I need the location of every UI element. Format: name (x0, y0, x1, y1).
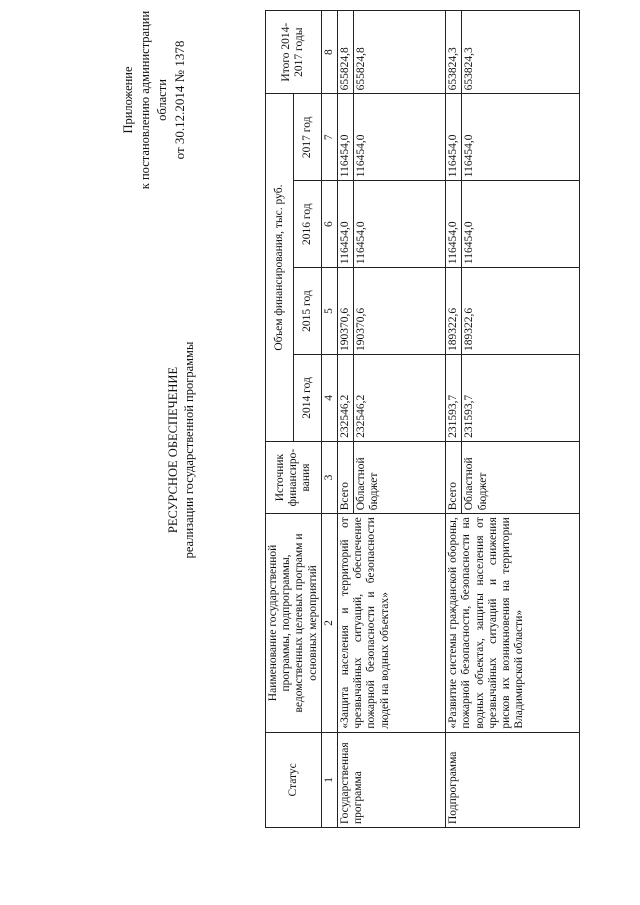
value-total: 655824,8 (354, 11, 446, 94)
row-source: Всего (338, 441, 354, 513)
header-year-2014: 2014 год (293, 354, 321, 441)
annex-number: 1378 (172, 40, 187, 67)
value-2016: 116454,0 (446, 181, 462, 268)
value-total: 653824,3 (462, 11, 580, 94)
value-2015: 189322,6 (446, 268, 462, 355)
value-2017: 116454,0 (354, 94, 446, 181)
annex-number-sign: № (172, 69, 187, 83)
col-number: 2 (321, 514, 337, 732)
value-2014: 231593,7 (446, 354, 462, 441)
value-2014: 231593,7 (462, 354, 580, 441)
document-title (165, 235, 197, 665)
value-2016: 116454,0 (354, 181, 446, 268)
annex-region-line: области (155, 79, 169, 121)
row-status: Подпрограмма (446, 732, 580, 827)
header-name: Наименование государственной программы, подпрограммы, ведомственных целевых программ и основных мероприятий (266, 514, 322, 732)
annex-heading: Приложение (121, 66, 135, 134)
col-number: 8 (321, 11, 337, 94)
header-year-2015: 2015 год (293, 268, 321, 355)
value-2015: 190370,6 (354, 268, 446, 355)
col-number: 6 (321, 181, 337, 268)
header-row (266, 11, 294, 828)
annex-date-line (171, 10, 188, 190)
value-2014: 232546,2 (338, 354, 354, 441)
value-2015: 190370,6 (338, 268, 354, 355)
col-number: 3 (321, 441, 337, 513)
header-volume: Объем финансирования, тыс. руб. (266, 94, 294, 442)
row-source: Областной бюджет (354, 441, 446, 513)
header-source: Источник финансиро-вания (266, 441, 322, 513)
value-2015: 189322,6 (462, 268, 580, 355)
row-program-name: «Развитие системы гражданской обороны, пожарной безопасности, безопасности на водных объектах, защиты населения от чрезвычайных ситуаций и снижения рисков их возникновения на территории Владимирской области» (446, 514, 580, 732)
resource-table (265, 10, 580, 828)
header-year-2016: 2016 год (293, 181, 321, 268)
col-number: 7 (321, 94, 337, 181)
table-row (446, 11, 462, 828)
title-main: РЕСУРСНОЕ ОБЕСПЕЧЕНИЕ (166, 366, 180, 534)
header-total: Итого 2014-2017 годы (266, 11, 322, 94)
value-total: 655824,8 (338, 11, 354, 94)
header-status: Статус (266, 732, 322, 827)
column-number-row (321, 11, 337, 828)
value-2017: 116454,0 (462, 94, 580, 181)
value-2014: 232546,2 (354, 354, 446, 441)
col-number: 4 (321, 354, 337, 441)
row-source: Областной бюджет (462, 441, 580, 513)
annex-date-prefix: от (172, 147, 187, 160)
col-number: 1 (321, 732, 337, 827)
annex-date: 30.12.2014 (172, 85, 187, 145)
annex-block (120, 10, 188, 190)
row-program-name: «Защита населения и территорий от чрезвычайных ситуаций, обеспечение пожарной безопасности и безопасности людей на водных объектах» (338, 514, 446, 732)
row-source: Всего (446, 441, 462, 513)
annex-decree-line: к постановлению администрации (138, 10, 152, 190)
row-status: Государственная программа (338, 732, 446, 827)
title-sub: реализации государственной программы (182, 341, 196, 559)
value-2017: 116454,0 (446, 94, 462, 181)
value-total: 653824,3 (446, 11, 462, 94)
value-2016: 116454,0 (338, 181, 354, 268)
table-row (338, 11, 354, 828)
header-year-2017: 2017 год (293, 94, 321, 181)
value-2016: 116454,0 (462, 181, 580, 268)
value-2017: 116454,0 (338, 94, 354, 181)
col-number: 5 (321, 268, 337, 355)
